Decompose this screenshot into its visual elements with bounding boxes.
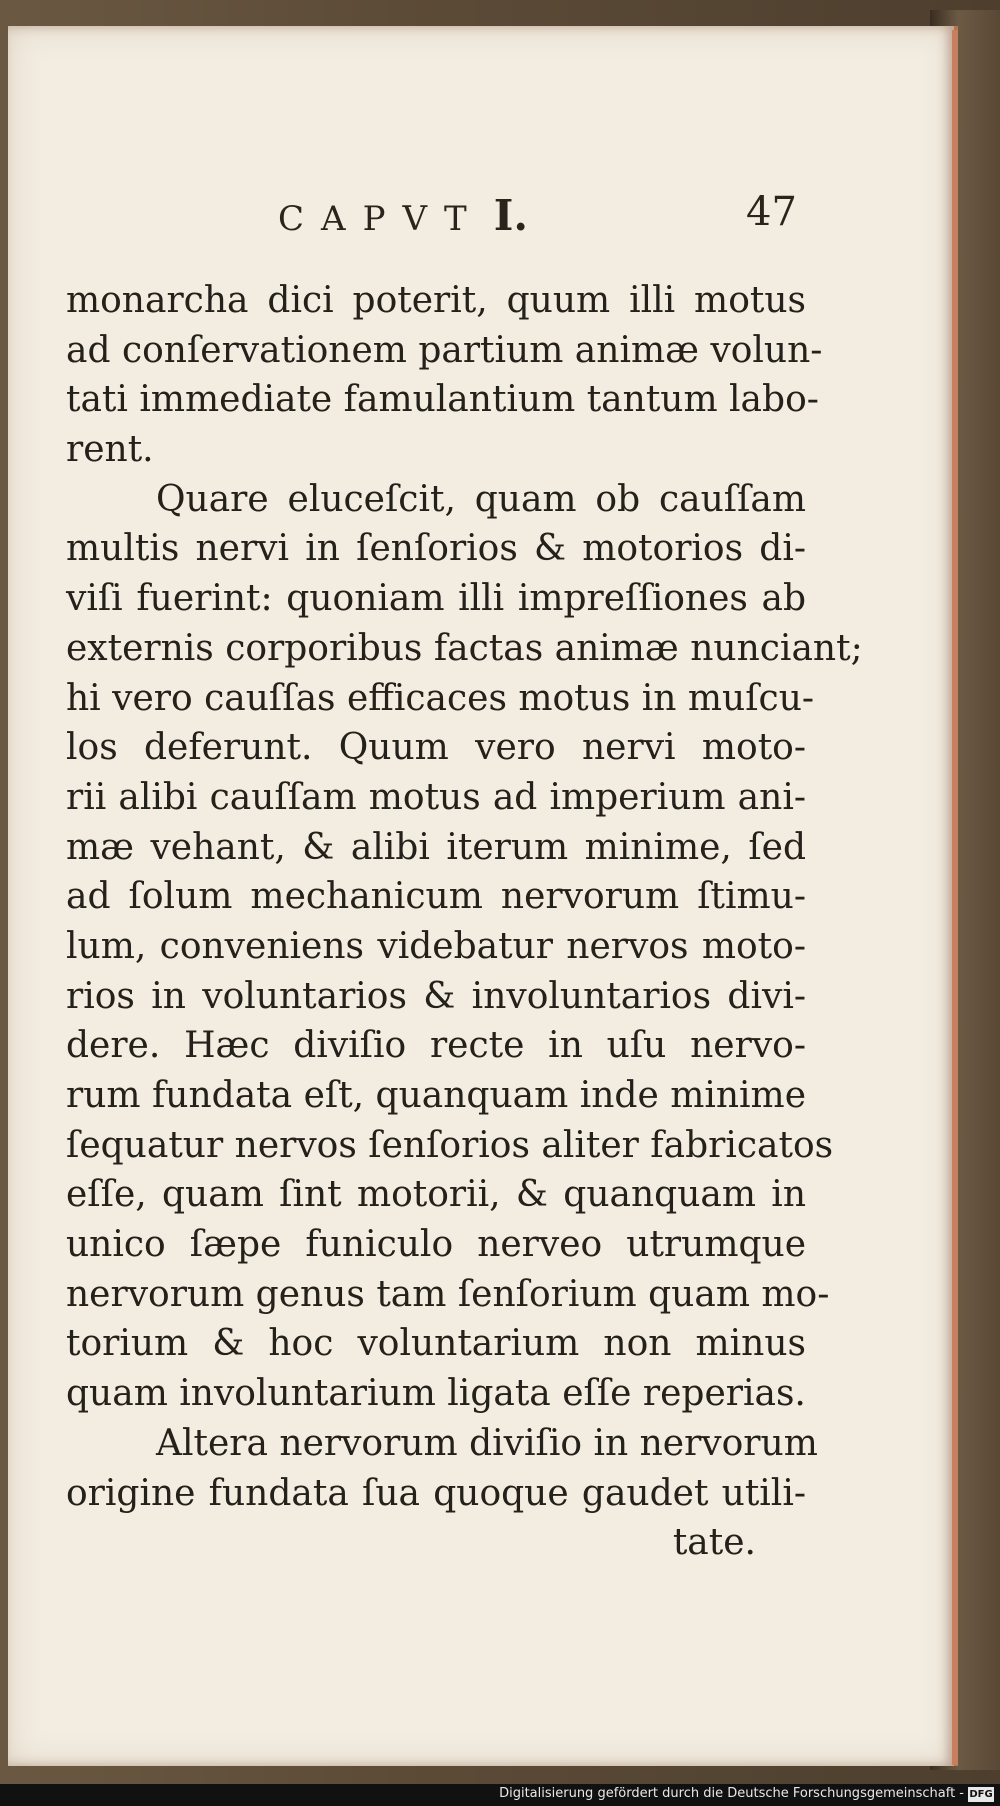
running-head: [278, 191, 528, 240]
text-line: rios in voluntarios & involuntarios divi-: [66, 975, 806, 1017]
text-line: origine fundata ſua quoque gaudet utili-: [66, 1472, 806, 1514]
text-line: nervorum genus tam ſenſorium quam mo-: [66, 1273, 830, 1315]
page-number: 47: [746, 189, 797, 235]
text-line: multis nervi in ſenſorios & motorios di-: [66, 528, 806, 570]
page-edge: [952, 30, 958, 1765]
text-line: monarcha dici poterit, quum illi motus: [66, 280, 806, 321]
text-line: ſequatur nervos ſenſorios aliter fabricatos: [66, 1124, 834, 1166]
text-line: Altera nervorum diviſio in nervorum: [156, 1422, 818, 1464]
text-line: mæ vehant, & alibi iterum minime, ſed: [66, 826, 806, 868]
text-line: lum, conveniens videbatur nervos moto-: [66, 925, 806, 967]
text-line: externis corporibus factas animæ nunciant;: [66, 627, 863, 669]
running-head-title: CAPVT: [278, 199, 484, 239]
text-line: unico ſæpe funiculo nerveo utrumque: [66, 1224, 806, 1266]
text-line: rent.: [66, 429, 154, 471]
footer-credit: Digitalisierung gefördert durch die Deutsche Forschungsgemeinschaft -: [499, 1786, 964, 1801]
catchword: tate.: [672, 1522, 756, 1564]
text-line: rum fundata eſt, quanquam inde minime: [66, 1075, 806, 1116]
text-line: ad conſervationem partium animæ volun-: [66, 329, 823, 371]
text-line: viſi fuerint: quoniam illi impreſſiones ab: [66, 578, 806, 620]
chapter-numeral: I.: [493, 191, 528, 240]
text-line: eſſe, quam ſint motorii, & quanquam in: [66, 1174, 806, 1216]
text-line: rii alibi cauſſam motus ad imperium ani-: [66, 776, 806, 818]
text-line: quam involuntarium ligata eſſe reperias.: [66, 1373, 806, 1415]
text-line: los deferunt. Quum vero nervi moto-: [66, 727, 806, 769]
book-page: [8, 26, 958, 1766]
text-line: ad ſolum mechanicum nervorum ſtimu-: [66, 876, 806, 918]
text-line: hi vero cauſſas efficaces motus in muſcu-: [66, 677, 815, 719]
footer-bar: [0, 1784, 1000, 1806]
text-line: tati immediate famulantium tantum labo-: [66, 379, 819, 421]
page-header: [8, 191, 954, 241]
dfg-logo-icon: DFG: [969, 1789, 993, 1800]
text-line: dere. Hæc diviſio recte in uſu nervo-: [66, 1025, 806, 1067]
text-line: torium & hoc voluntarium non minus: [66, 1323, 806, 1365]
text-line: Quare elucеſcit, quam ob cauſſam: [156, 478, 806, 520]
body-text: [66, 276, 863, 1568]
